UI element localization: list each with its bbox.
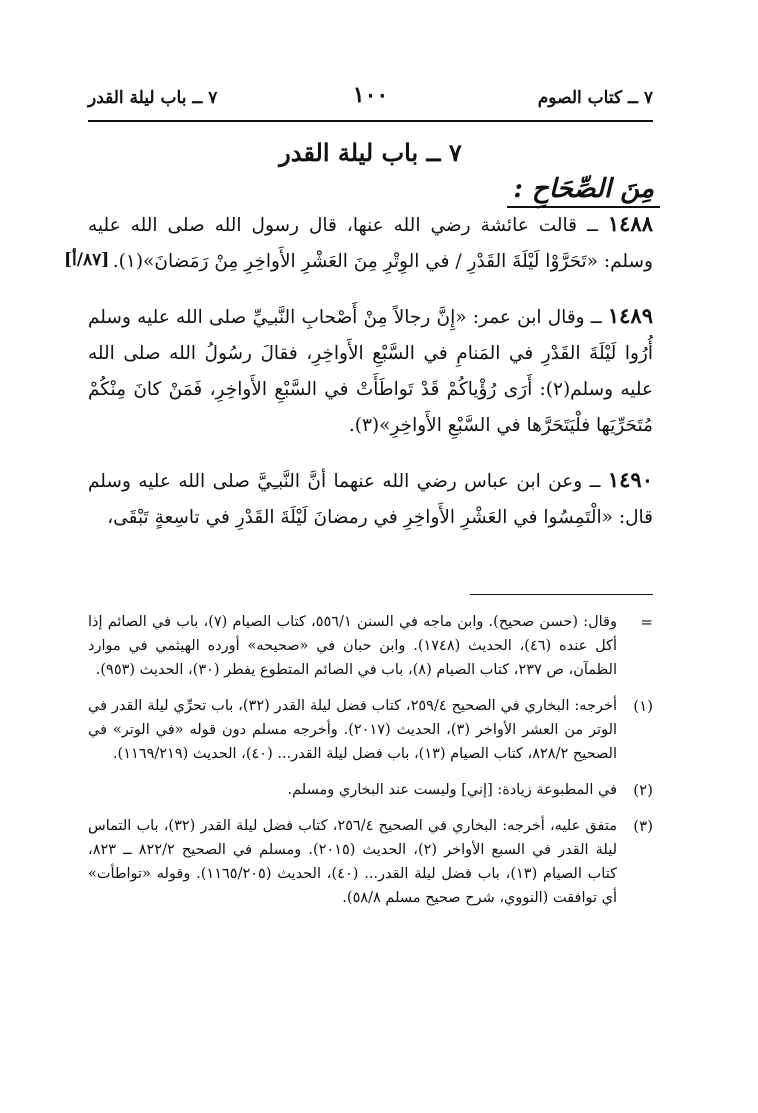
hadith-1489 bbox=[88, 298, 653, 444]
footnotes bbox=[88, 610, 653, 922]
footnote-divider bbox=[470, 594, 653, 595]
chapter-title: ٧ ــ باب ليلة القدر bbox=[279, 138, 462, 167]
hadith-1488 bbox=[64, 206, 653, 280]
hadith-1490 bbox=[88, 462, 653, 536]
section-heading: مِنَ الصِّحَاحِ : bbox=[507, 174, 660, 208]
hadith-text: ــ قالت عائشة رضي الله عنها، قال رسول الله صلى الله عليه وسلم: «تَحَرَّوْا لَيْلَةَ القَدْرِ / في الوِتْرِ مِنَ العَشْرِ الأَواخِرِ مِنْ رَمَضانَ»(١). bbox=[88, 215, 653, 272]
footnote-text: في المطبوعة زيادة: [إني] وليست عند البخاري ومسلم. bbox=[287, 782, 617, 798]
hadith-number: ١٤٨٨ bbox=[607, 211, 653, 236]
running-header-book: ٧ ــ كتاب الصوم bbox=[537, 88, 653, 108]
running-header bbox=[88, 82, 653, 118]
footnote-2 bbox=[88, 778, 653, 802]
footnote-mark: = bbox=[640, 613, 653, 631]
hadith-text: ــ وقال ابن عمر: «إِنَّ رجالاً مِنْ أَصْحابِ النَّبـِيِّ صلى الله عليه وسلم أُرُوا لَيْلَةَ القَدْرِ في المَنامِ في السَّبْعِ الأَواخِرِ، فقالَ رسُولُ الله صلى الله عليه وسلم(٢): أَرَى رُؤْياكُمْ قَدْ تَواطَأَتْ في السَّبْعِ الأَواخِرِ، فَمَنْ كانَ مِنْكُمْ مُتَحَرِّيَها فلْيَتَحَرَّها في السَّبْعِ الأَواخِرِ»(٣). bbox=[88, 307, 653, 436]
main-text bbox=[64, 206, 653, 554]
footnote-text: متفق عليه، أخرجه: البخاري في الصحيح ٢٥٦/٤، كتاب فضل ليلة القدر (٣٢)، باب التماس ليلة القدر في السبع الأواخر (٢)، الحديث (٢٠١٥). ومسلم في الصحيح ٨٢٢/٢ ــ ٨٢٣، كتاب الصيام (١٣)، باب فضل ليلة القدر... (٤٠)، الحديث (١١٦٥/٢٠٥). وقوله «تواطأت» أي توافقت (النووي، شرح صحيح مسلم ٥٨/٨). bbox=[88, 818, 618, 906]
footnote-mark: (٢) bbox=[633, 781, 653, 799]
hadith-text: ــ وعن ابن عباس رضي الله عنهما أنَّ النَّبـِيَّ صلى الله عليه وسلم قال: «الْتَمِسُوا في العَشْرِ الأَواخِرِ في رمضانَ لَيْلَةَ القَدْرِ في تاسِعةٍ تَبْقَى، bbox=[88, 471, 653, 528]
footnote-mark: (١) bbox=[633, 697, 653, 715]
footnote-text: وقال: (حسن صحيح). وابن ماجه في السنن ٥٥٦/١، كتاب الصيام (٧)، باب في الصائم إذا أكل عنده (٤٦)، الحديث (١٧٤٨). وابن حبان في «صحيحه» أورده الهيثمي في موارد الظمآن، ص ٢٣٧، كتاب الصيام (٨)، باب في الصائم المتطوع يفطر (٣٠)، الحديث (٩٥٣). bbox=[88, 614, 617, 678]
page-number: ١٠٠ bbox=[352, 82, 389, 108]
header-divider bbox=[88, 120, 653, 122]
running-header-chapter: ٧ ــ باب ليلة القدر bbox=[88, 88, 218, 108]
footnote-mark: (٣) bbox=[633, 817, 653, 835]
footnote-3 bbox=[88, 814, 653, 910]
margin-folio-reference: [٨٧/أ] bbox=[64, 250, 110, 270]
footnote-continuation bbox=[88, 610, 653, 682]
footnote-1 bbox=[88, 694, 653, 766]
hadith-number: ١٤٩٠ bbox=[607, 467, 653, 492]
hadith-number: ١٤٨٩ bbox=[607, 303, 653, 328]
footnote-text: أخرجه: البخاري في الصحيح ٢٥٩/٤، كتاب فضل ليلة القدر (٣٢)، باب تحرِّي ليلة القدر في الوتر من العشر الأواخر (٣)، الحديث (٢٠١٧). وأخرجه مسلم دون قوله «في الوتر» في الصحيح ٨٢٨/٢، كتاب الصيام (١٣)، باب فضل ليلة القدر... (٤٠)، الحديث (١١٦٩/٢١٩). bbox=[88, 698, 618, 762]
